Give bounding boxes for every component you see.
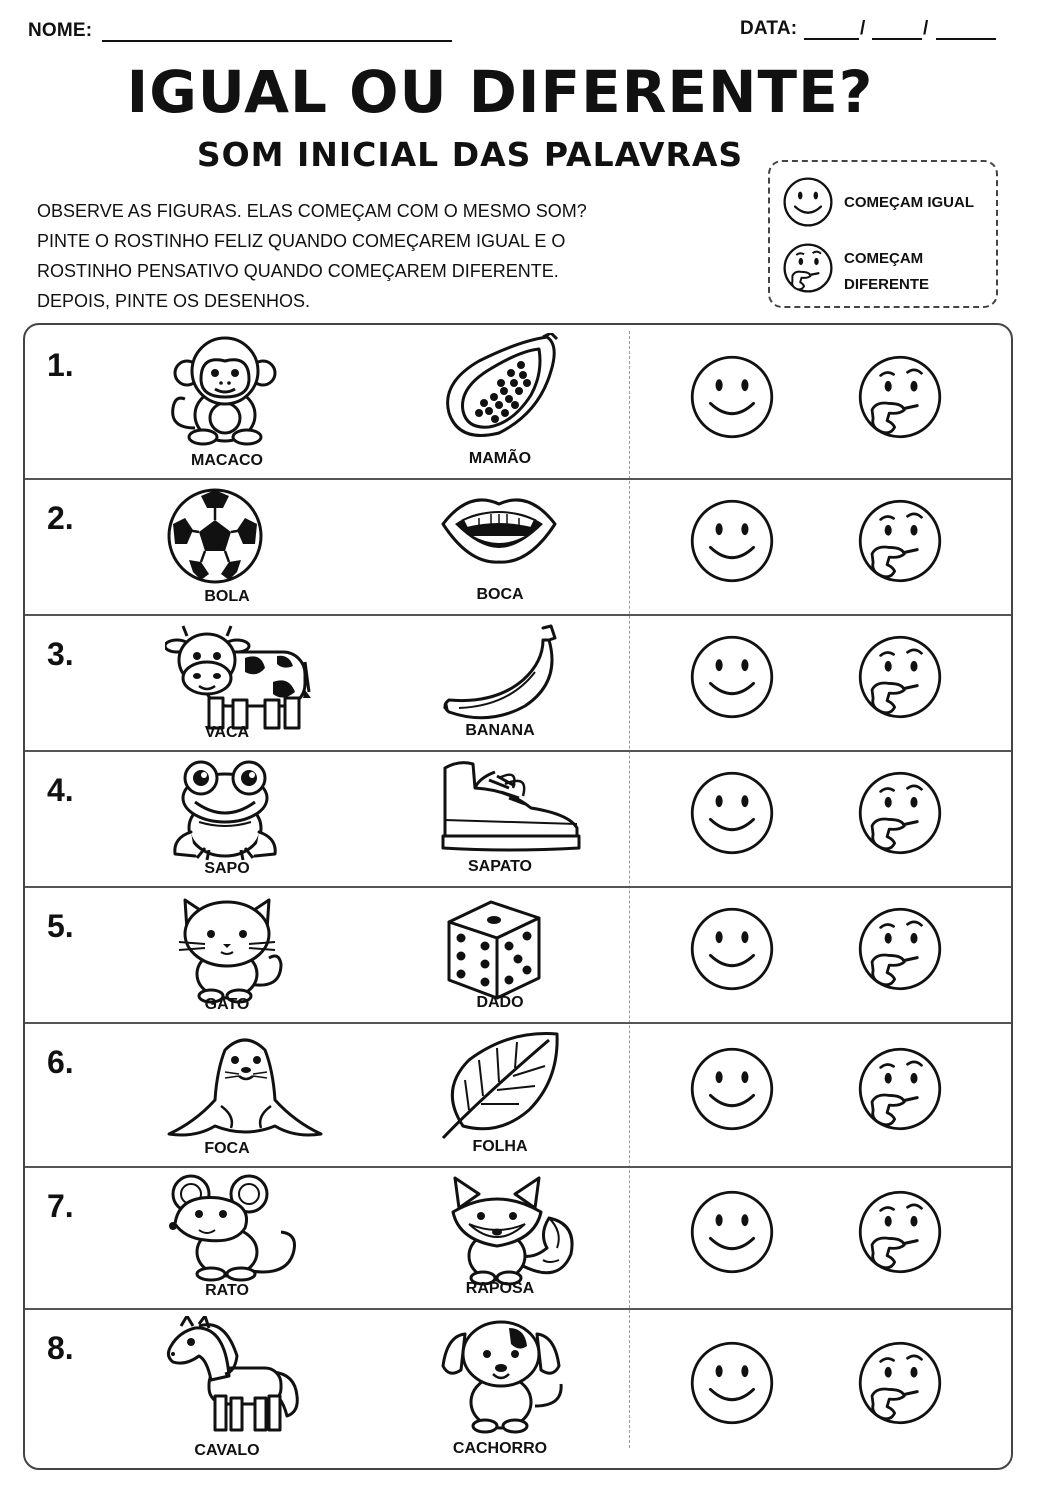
leaf-icon[interactable] — [439, 1030, 564, 1145]
thinking-face-icon[interactable] — [857, 906, 943, 997]
exercise-row — [25, 1308, 1011, 1468]
dog-icon[interactable] — [439, 1316, 569, 1441]
word-label: BOLA — [204, 588, 250, 605]
date-day-field[interactable] — [804, 38, 859, 40]
mouth-icon[interactable] — [439, 486, 559, 571]
shoe-icon[interactable] — [439, 758, 584, 858]
thinking-face-icon[interactable] — [857, 770, 943, 861]
legend-box — [768, 160, 998, 308]
exercise-row — [25, 750, 1011, 886]
exercise-row — [25, 1022, 1011, 1166]
happy-face-icon[interactable] — [689, 498, 775, 589]
row-number: 1. — [47, 347, 74, 383]
word-label: VACA — [204, 724, 250, 741]
word-label: GATO — [204, 996, 250, 1013]
word-label: CAVALO — [194, 1442, 260, 1459]
horse-icon[interactable] — [165, 1316, 305, 1441]
instructions — [37, 196, 737, 316]
exercise-row — [25, 478, 1011, 614]
page-title: IGUAL OU DIFERENTE? — [126, 58, 874, 126]
word-label: BOCA — [476, 586, 524, 603]
happy-face-icon — [782, 176, 834, 228]
name-label: NOME: — [28, 20, 93, 41]
row-number: 7. — [47, 1188, 74, 1224]
exercise-row — [25, 886, 1011, 1022]
fox-icon[interactable] — [439, 1174, 579, 1294]
date-year-field[interactable] — [936, 38, 996, 40]
word-label: RAPOSA — [465, 1280, 535, 1297]
exercise-row — [25, 325, 1011, 478]
row-number: 6. — [47, 1044, 74, 1080]
row-number: 8. — [47, 1330, 74, 1366]
thinking-face-icon — [782, 242, 834, 294]
dice-icon[interactable] — [439, 894, 549, 1009]
word-label: RATO — [205, 1282, 249, 1299]
word-label: MACACO — [191, 452, 263, 469]
cow-icon[interactable] — [165, 622, 315, 737]
word-label: SAPO — [204, 860, 250, 877]
legend-same-label: COMEÇAM IGUAL — [844, 194, 974, 211]
row-number: 2. — [47, 500, 74, 536]
banana-icon[interactable] — [439, 622, 564, 732]
instruction-line: PINTE O ROSTINHO FELIZ QUANDO COMEÇAREM IGUAL E O — [37, 231, 566, 251]
date-month-field[interactable] — [872, 38, 922, 40]
date-separator: / — [923, 18, 929, 39]
happy-face-icon[interactable] — [689, 1189, 775, 1280]
thinking-face-icon[interactable] — [857, 354, 943, 445]
instruction-line: ROSTINHO PENSATIVO QUANDO COMEÇAREM DIFERENTE. — [37, 261, 559, 281]
word-label: BANANA — [465, 722, 535, 739]
exercise-row — [25, 1166, 1011, 1308]
legend-different-line1: COMEÇAM — [844, 250, 924, 267]
thinking-face-icon[interactable] — [857, 634, 943, 725]
word-label: MAMÃO — [468, 450, 532, 467]
mouse-icon[interactable] — [165, 1174, 305, 1289]
row-number: 3. — [47, 636, 74, 672]
word-label: FOLHA — [472, 1138, 528, 1155]
page-subtitle: SOM INICIAL DAS PALAVRAS — [196, 135, 744, 174]
thinking-face-icon[interactable] — [857, 1189, 943, 1280]
happy-face-icon[interactable] — [689, 1046, 775, 1137]
date-label: DATA: — [740, 18, 798, 39]
cat-icon[interactable] — [165, 894, 290, 1009]
row-number: 5. — [47, 908, 74, 944]
frog-icon[interactable] — [165, 758, 285, 868]
seal-icon[interactable] — [165, 1030, 325, 1145]
date-separator: / — [860, 18, 866, 39]
happy-face-icon[interactable] — [689, 634, 775, 725]
thinking-face-icon[interactable] — [857, 1340, 943, 1431]
instruction-line: OBSERVE AS FIGURAS. ELAS COMEÇAM COM O MESMO SOM? — [37, 201, 587, 221]
legend-different-line2: DIFERENTE — [844, 276, 930, 293]
word-label: FOCA — [204, 1140, 250, 1157]
word-label: SAPATO — [467, 858, 532, 875]
happy-face-icon[interactable] — [689, 354, 775, 445]
name-field[interactable] — [102, 40, 452, 42]
happy-face-icon[interactable] — [689, 906, 775, 997]
word-label: DADO — [476, 994, 524, 1011]
happy-face-icon[interactable] — [689, 1340, 775, 1431]
monkey-icon[interactable] — [165, 333, 285, 453]
instruction-line: DEPOIS, PINTE OS DESENHOS. — [37, 291, 311, 311]
thinking-face-icon[interactable] — [857, 498, 943, 589]
exercise-row — [25, 614, 1011, 750]
exercise-table — [23, 323, 1013, 1470]
happy-face-icon[interactable] — [689, 770, 775, 861]
papaya-icon[interactable] — [439, 333, 564, 448]
word-label: CACHORRO — [452, 1440, 548, 1457]
soccer-ball-icon[interactable] — [165, 486, 265, 591]
thinking-face-icon[interactable] — [857, 1046, 943, 1137]
row-number: 4. — [47, 772, 74, 808]
